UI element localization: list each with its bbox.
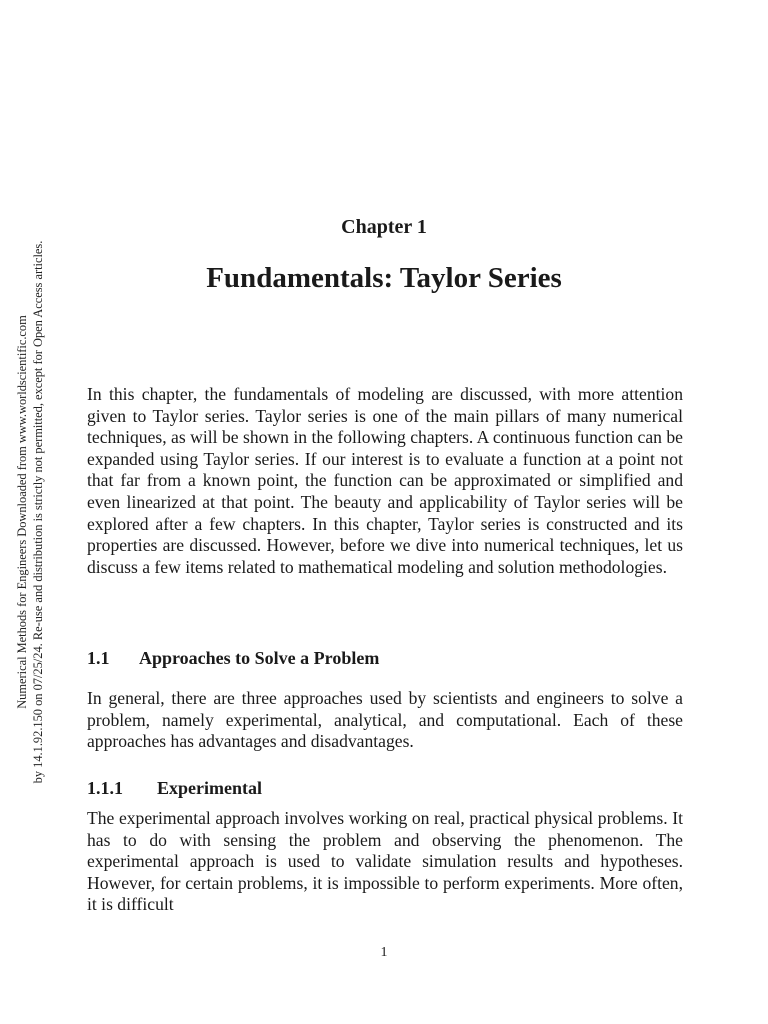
section-1-1-paragraph: In general, there are three approaches used by scientists and engineers to solve a problem, namely experimental, analytical, and computational. Each of these approaches has advantages and disadvantages. [87,688,683,752]
download-notice-line-2: by 14.1.92.150 on 07/25/24. Re-use and distribution is strictly not permitted, except for Open Access articles. [31,240,45,784]
chapter-title: Fundamentals: Taylor Series [206,262,562,294]
page-number: 1 [380,945,388,960]
section-1-1-1-title: Experimental [157,778,262,798]
download-notice [0,0,60,1024]
section-1-1-heading [87,648,379,669]
section-1-1-1-number: 1.1.1 [87,778,123,798]
download-notice-line-1: Numerical Methods for Engineers Downloaded from www.worldscientific.com [15,315,29,709]
intro-paragraph: In this chapter, the fundamentals of modeling are discussed, with more attention given to Taylor series. Taylor series is one of the main pillars of many numerical techniques, as will be shown in the following chapters. A continuous function can be expanded using Taylor series. If our interest is to evaluate a function at a point not that far from a known point, the function can be approximated or simplified and even linearized at that point. The beauty and applicability of Taylor series will be explored after a few chapters. In this chapter, Taylor series is constructed and its properties are discussed. However, before we dive into numerical techniques, let us discuss a few items related to mathematical modeling and solution methodologies. [87,384,683,577]
chapter-label: Chapter 1 [341,216,427,238]
section-1-1-number: 1.1 [87,648,110,668]
download-notice-text [14,212,46,812]
section-1-1-title: Approaches to Solve a Problem [139,648,380,668]
section-1-1-1-heading [87,778,262,799]
section-1-1-1-paragraph: The experimental approach involves working on real, practical physical problems. It has to do with sensing the problem and observing the phenomenon. The experimental approach is used to validate simulation results and hypotheses. However, for certain problems, it is impossible to perform experiments. More often, it is difficult [87,808,683,915]
